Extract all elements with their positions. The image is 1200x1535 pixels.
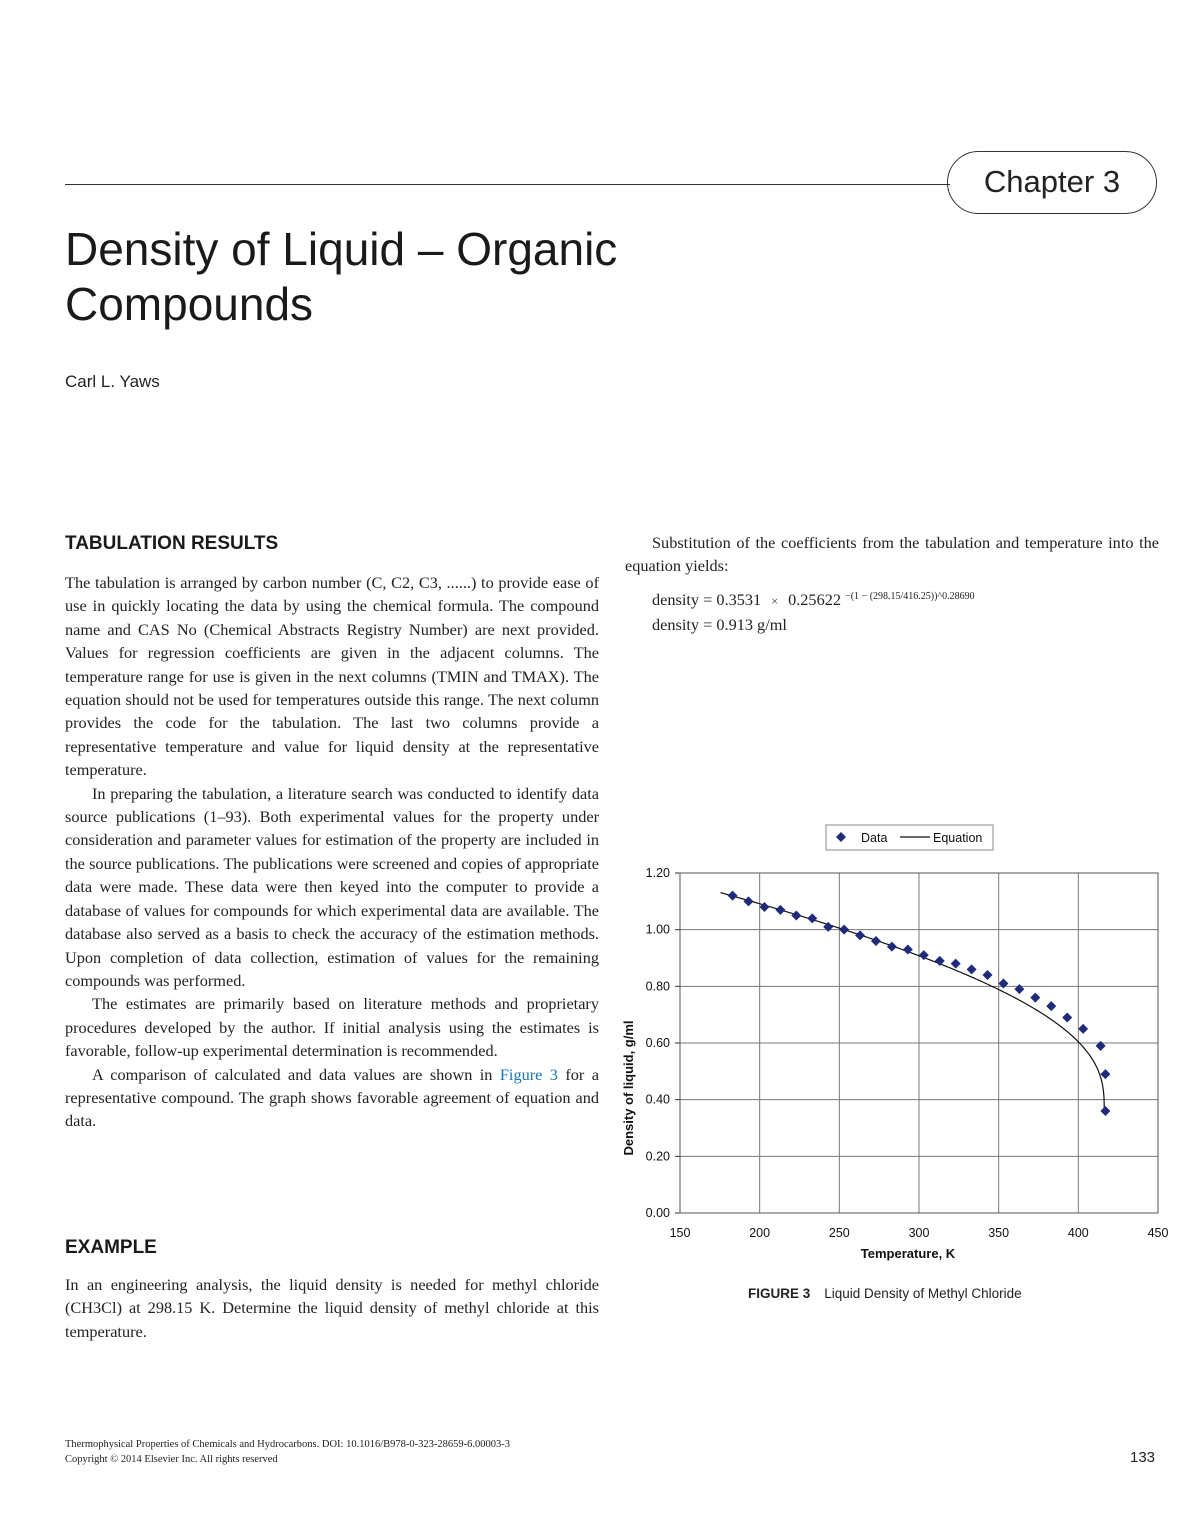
- x-tick-label: 200: [749, 1226, 771, 1240]
- data-point: [1030, 993, 1040, 1003]
- y-tick-label: 1.20: [645, 866, 670, 880]
- y-tick-label: 0.40: [645, 1092, 670, 1107]
- example-body: [65, 1273, 599, 1343]
- data-point: [1078, 1024, 1088, 1034]
- data-point: [887, 942, 897, 952]
- author-name: Carl L. Yaws: [65, 372, 160, 391]
- x-tick-label: 450: [1147, 1226, 1169, 1240]
- data-point: [744, 896, 754, 906]
- data-point: [807, 913, 817, 923]
- paragraph-comparison: [65, 1063, 599, 1133]
- data-point: [775, 905, 785, 915]
- data-point: [855, 930, 865, 940]
- density-chart: [612, 815, 1172, 1275]
- data-point: [871, 936, 881, 946]
- x-tick-label: 300: [908, 1226, 930, 1240]
- y-tick-label: 0.60: [645, 1036, 670, 1050]
- equation-curve: [721, 893, 1105, 1113]
- data-point: [983, 970, 993, 980]
- x-tick-label: 400: [1067, 1226, 1089, 1240]
- chart-grid: [680, 873, 1158, 1213]
- data-point: [1096, 1041, 1106, 1051]
- data-point: [1046, 1001, 1056, 1011]
- figure-caption-text: Liquid Density of Methyl Chloride: [824, 1286, 1022, 1301]
- y-tick-label: 0.00: [645, 1206, 670, 1220]
- page-number: 133: [1130, 1449, 1156, 1466]
- data-point: [728, 891, 738, 901]
- figure-3-link[interactable]: Figure 3: [499, 1064, 558, 1084]
- chapter-label: Chapter 3: [947, 151, 1157, 214]
- heading-example: EXAMPLE: [65, 1237, 157, 1258]
- figure-caption-label: FIGURE 3: [748, 1286, 811, 1301]
- data-point: [1100, 1106, 1110, 1116]
- data-point: [935, 956, 945, 966]
- y-tick-label: 0.80: [645, 979, 670, 994]
- data-point: [998, 979, 1008, 989]
- comparison-text-after: for a representative compound. The graph shows favorable agreement of equation and data.: [65, 1064, 599, 1131]
- legend-data-label: Data: [861, 831, 888, 845]
- data-point: [839, 925, 849, 935]
- paragraph-example: In an engineering analysis, the liquid density is needed for methyl chloride (CH3Cl) at 298.15 K. Determine the liquid density of methyl chloride at this temperature.: [65, 1275, 599, 1341]
- left-column-body: [65, 571, 599, 1133]
- equation-line-1: [652, 590, 975, 610]
- x-tick-label: 250: [828, 1226, 850, 1240]
- chart-legend: [826, 825, 993, 850]
- equation-operator: ×: [771, 594, 778, 608]
- paragraph-substitution: Substitution of the coefficients from the tabulation and temperature into the equation yields:: [625, 533, 1159, 576]
- x-tick-label: 350: [988, 1226, 1010, 1240]
- data-point: [1014, 984, 1024, 994]
- equation-exponent: −(1 − (298.15/416.25))^0.28690: [845, 591, 975, 602]
- comparison-text-before: A comparison of calculated and data values are shown in: [92, 1064, 493, 1084]
- page-title: Density of Liquid – Organic Compounds: [65, 223, 618, 330]
- data-point: [759, 902, 769, 912]
- header-rule: [65, 184, 950, 185]
- paragraph-estimates: The estimates are primarily based on literature methods and proprietary procedures developed by the author. If initial analysis using the estimates is favorable, follow-up experimental determination is recommended.: [65, 994, 599, 1061]
- data-point: [791, 911, 801, 921]
- footer-source: Thermophysical Properties of Chemicals and Hydrocarbons. DOI: 10.1016/B978-0-323-28659-6.00003-3: [65, 1439, 510, 1450]
- equation-line-2: density = 0.913 g/ml: [652, 615, 787, 634]
- data-point: [1062, 1013, 1072, 1023]
- footer-copyright: Copyright © 2014 Elsevier Inc. All rights reserved: [65, 1454, 278, 1465]
- data-point: [1100, 1069, 1110, 1079]
- y-tick-label: 0.20: [645, 1149, 670, 1164]
- equation-lhs: density = 0.3531: [652, 590, 762, 609]
- y-axis-label: Density of liquid, g/ml: [621, 1020, 636, 1156]
- equation-base: 0.25622: [788, 590, 841, 609]
- right-column-body: [625, 531, 1159, 578]
- paragraph-literature-search: In preparing the tabulation, a literature search was conducted to identify data source publications (1–93). Both experimental values for the property under consideration and parameter values for estimation of the property are included in the source publications. The publications were screened and copies of appropriate data were made. These data were then keyed into the computer to provide a database of values for compounds for which experimental data are available. The database also served as a basis to check the accuracy of the estimation methods. Upon completion of data collection, estimation of values for the remaining compounds was performed.: [65, 783, 599, 990]
- chart-tick-labels: [646, 866, 1169, 1240]
- data-point: [967, 964, 977, 974]
- y-tick-label: 1.00: [645, 922, 670, 937]
- legend-equation-label: Equation: [933, 831, 983, 845]
- figure-caption: [748, 1286, 1022, 1301]
- heading-tabulation-results: TABULATION RESULTS: [65, 533, 279, 554]
- x-axis-label: Temperature, K: [860, 1246, 956, 1261]
- paragraph-tabulation: The tabulation is arranged by carbon number (C, C2, C3, ......) to provide ease of use in quickly locating the data by using the chemical formula. The compound name and CAS No (Chemical Abstracts Registry Number) are next provided. Values for regression coefficients are given in the adjacent columns. The temperature range for use is given in the next columns (TMIN and TMAX). The equation should not be used for temperatures outside this range. The next column provides the code for the tabulation. The last two columns provide a representative temperature and value for liquid density at the representative temperature.: [65, 573, 599, 780]
- data-point: [951, 959, 961, 969]
- x-tick-label: 150: [669, 1226, 691, 1240]
